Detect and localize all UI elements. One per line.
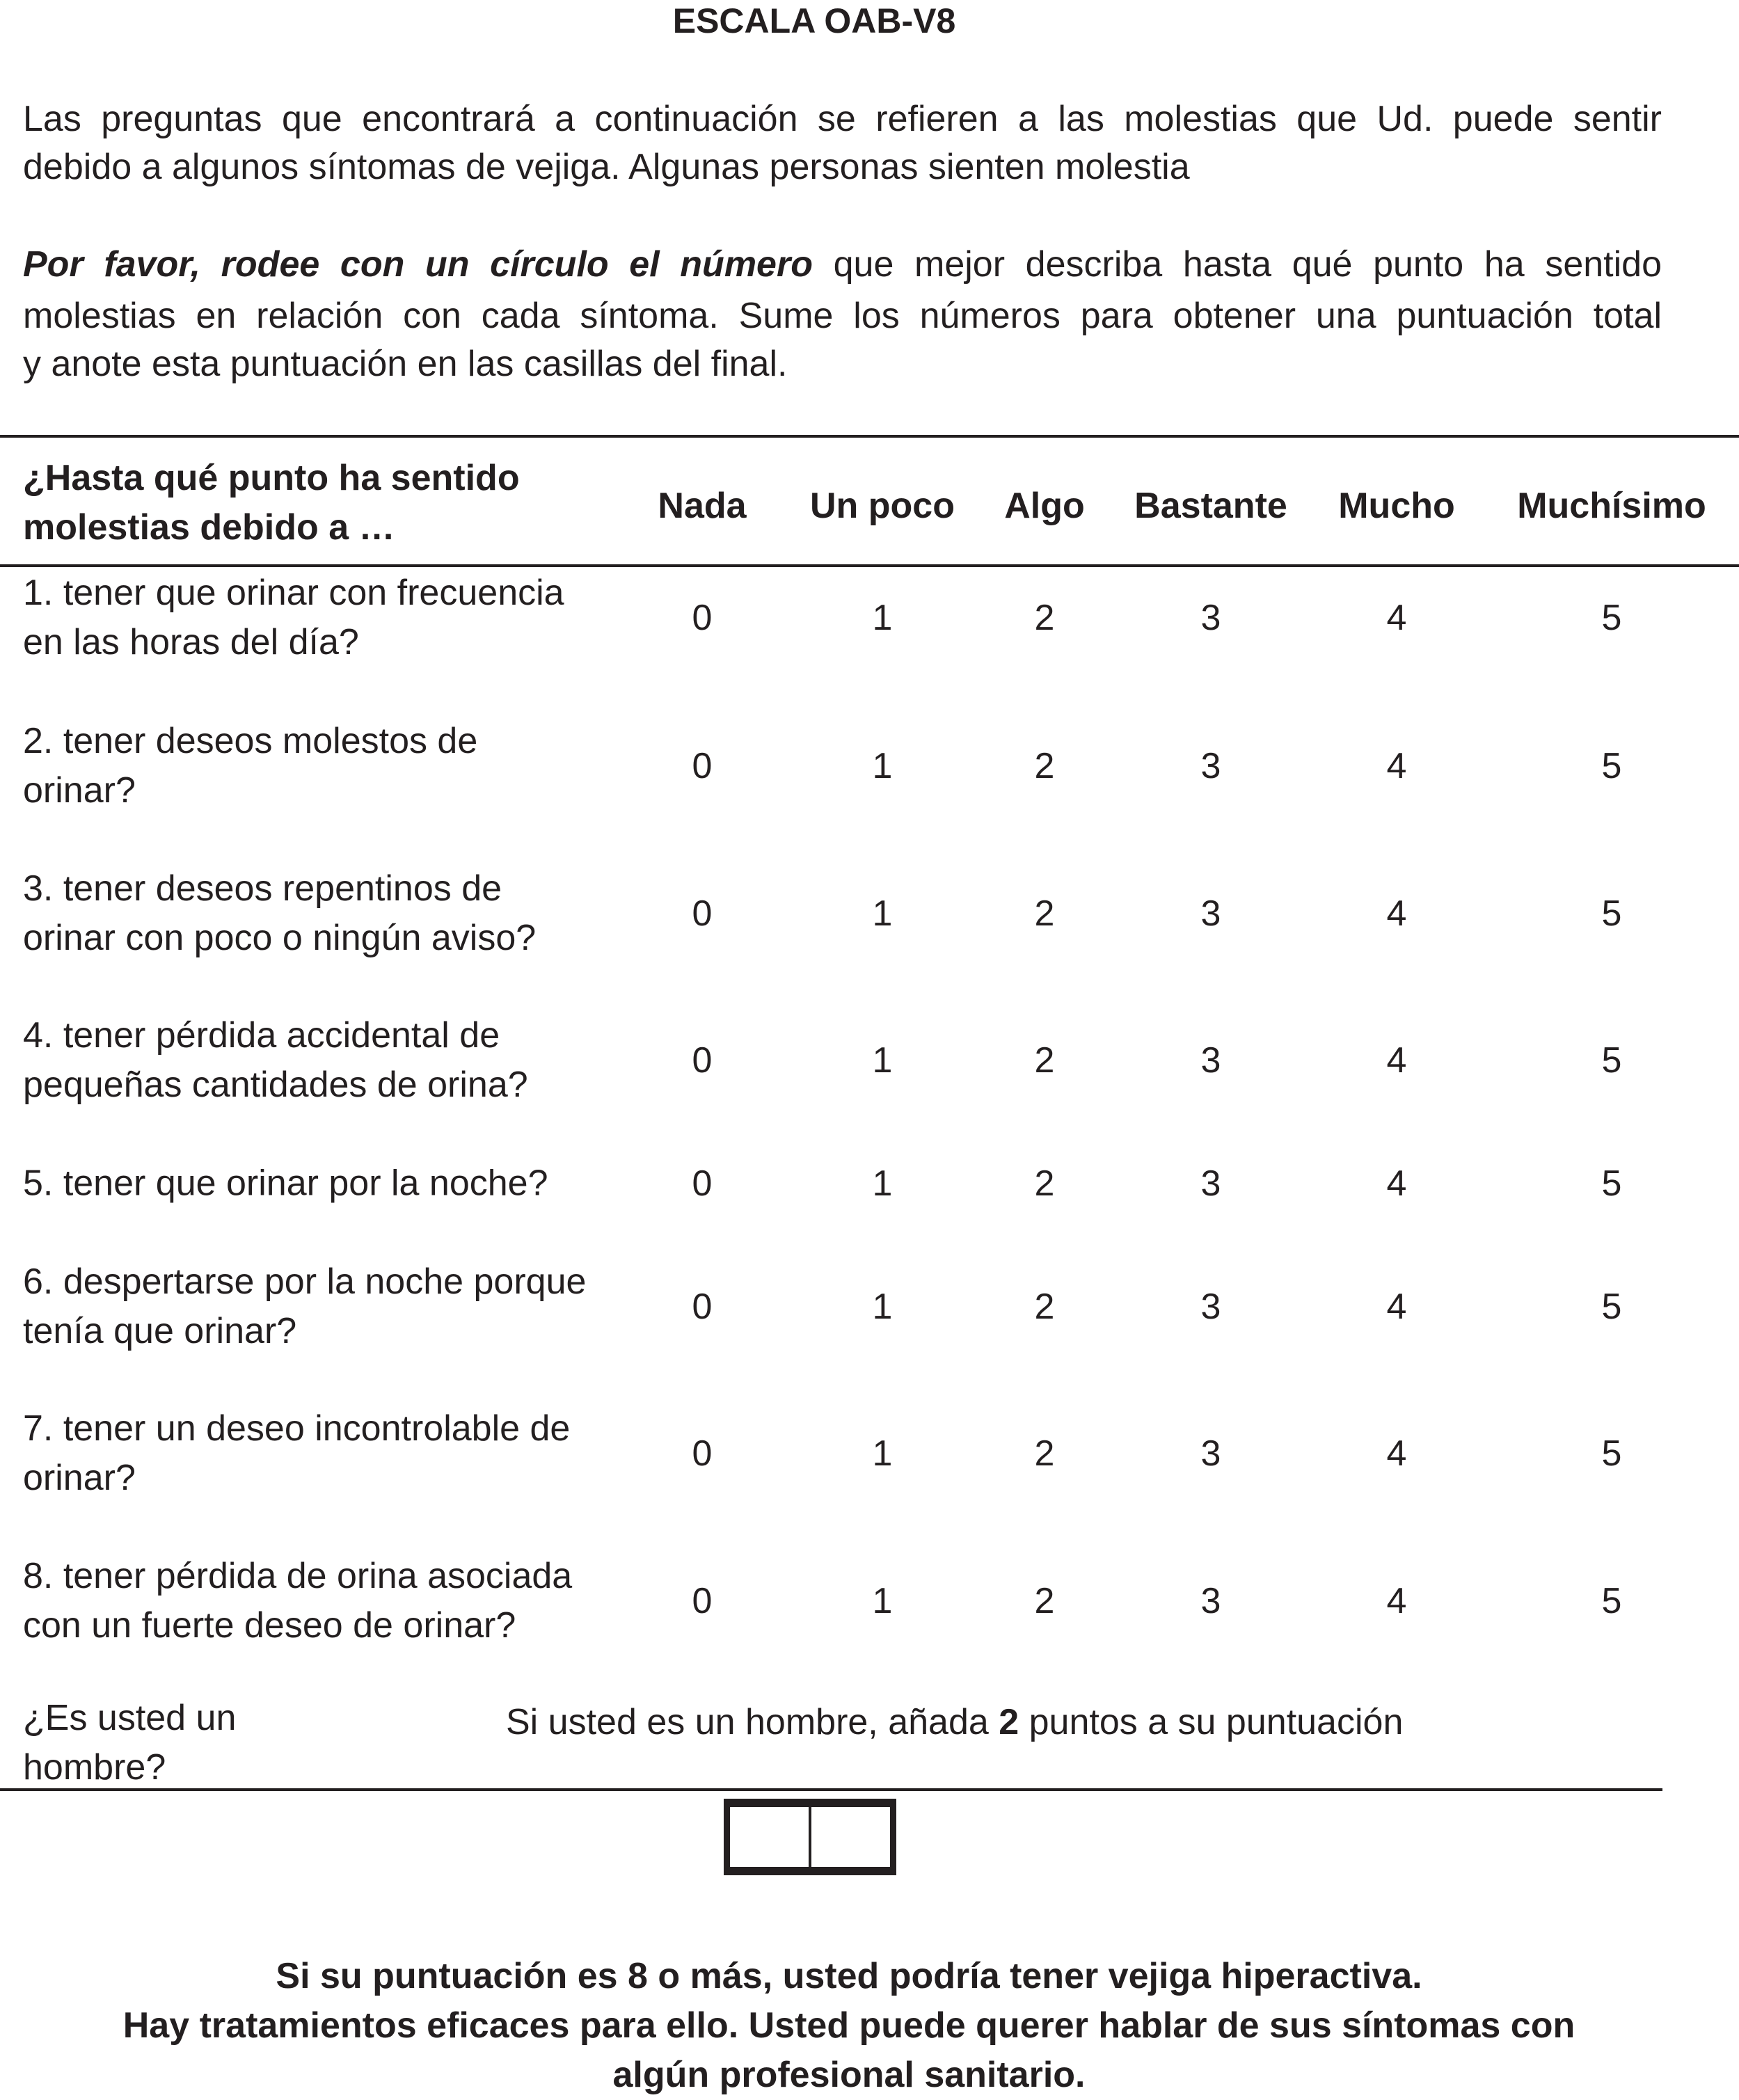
question-line: 1. tener que orinar con frecuencia	[23, 573, 564, 613]
male-question-line-1: ¿Es usted un	[23, 1698, 237, 1738]
score-option[interactable]: 3	[1200, 598, 1221, 638]
column-header: Un poco	[810, 486, 955, 526]
score-option[interactable]: 1	[872, 893, 893, 934]
score-option[interactable]: 2	[1034, 1287, 1055, 1327]
score-option[interactable]: 4	[1386, 1433, 1407, 1474]
result-message	[0, 1952, 1698, 2100]
score-option[interactable]: 5	[1601, 1433, 1622, 1474]
male-question	[23, 1694, 236, 1792]
score-option[interactable]: 1	[872, 746, 893, 786]
score-option[interactable]: 1	[872, 598, 893, 638]
score-option[interactable]: 0	[692, 598, 713, 638]
score-option[interactable]: 5	[1601, 1163, 1622, 1204]
result-line-2: Hay tratamientos eficaces para ello. Usted puede querer hablar de sus síntomas con	[122, 2005, 1575, 2046]
score-option[interactable]: 3	[1200, 1287, 1221, 1327]
column-header: Algo	[1004, 486, 1085, 526]
score-option[interactable]: 3	[1200, 1163, 1221, 1204]
question-text	[23, 1011, 528, 1110]
score-option[interactable]: 2	[1034, 598, 1055, 638]
male-instruction-points: 2	[999, 1702, 1019, 1742]
score-option[interactable]: 4	[1386, 1163, 1407, 1204]
question-text	[23, 1404, 570, 1503]
instructions-line-1-rest: que mejor describa hasta qué punto ha sentido	[812, 244, 1662, 285]
score-option[interactable]: 4	[1386, 598, 1407, 638]
score-option[interactable]: 1	[872, 1433, 893, 1474]
score-option[interactable]: 3	[1200, 1433, 1221, 1474]
score-option[interactable]: 0	[692, 1433, 713, 1474]
total-score-boxes[interactable]	[724, 1799, 896, 1875]
result-line-1: Si su puntuación es 8 o más, usted podría tener vejiga hiperactiva.	[276, 1956, 1422, 1996]
question-text	[23, 717, 477, 816]
question-text	[23, 1257, 586, 1356]
score-option[interactable]: 2	[1034, 1163, 1055, 1204]
result-line-3: algún profesional sanitario.	[612, 2055, 1086, 2095]
score-option[interactable]: 1	[872, 1163, 893, 1204]
question-line: 2. tener deseos molestos de	[23, 721, 478, 761]
score-option[interactable]: 2	[1034, 1581, 1055, 1621]
table-header-rule	[0, 564, 1739, 567]
question-text	[23, 568, 564, 667]
score-option[interactable]: 5	[1601, 1040, 1622, 1081]
column-header: Mucho	[1338, 486, 1455, 526]
intro-line-2: debido a algunos síntomas de vejiga. Algunas personas sienten molestia	[23, 147, 1190, 187]
score-option[interactable]: 0	[692, 1163, 713, 1204]
question-text	[23, 1552, 572, 1650]
score-option[interactable]: 5	[1601, 1287, 1622, 1327]
page-title: ESCALA OAB-V8	[672, 1, 956, 40]
male-instruction-pre: Si usted es un hombre, añada	[506, 1702, 999, 1742]
score-option[interactable]: 1	[872, 1581, 893, 1621]
score-option[interactable]: 4	[1386, 893, 1407, 934]
score-option[interactable]: 0	[692, 893, 713, 934]
question-text	[23, 1159, 548, 1209]
male-question-line-2: hombre?	[23, 1747, 166, 1788]
score-box-divider	[809, 1807, 811, 1867]
male-instruction	[506, 1704, 1403, 1740]
score-option[interactable]: 0	[692, 1287, 713, 1327]
score-option[interactable]: 5	[1601, 746, 1622, 786]
instructions-line-3: y anote esta puntuación en las casillas del final.	[23, 344, 788, 384]
column-header: Bastante	[1134, 486, 1287, 526]
score-option[interactable]: 3	[1200, 893, 1221, 934]
score-option[interactable]: 5	[1601, 1581, 1622, 1621]
instructions-line-1	[23, 246, 1662, 283]
instructions-line-2: molestias en relación con cada síntoma. Sume los números para obtener una puntuación total	[23, 296, 1662, 336]
score-option[interactable]: 5	[1601, 893, 1622, 934]
question-line: pequeñas cantidades de orina?	[23, 1065, 528, 1105]
score-option[interactable]: 3	[1200, 746, 1221, 786]
intro-line-1: Las preguntas que encontrará a continuación se refieren a las molestias que Ud. puede sentir	[23, 99, 1662, 139]
question-line: con un fuerte deseo de orinar?	[23, 1605, 516, 1646]
score-option[interactable]: 0	[692, 1040, 713, 1081]
question-text	[23, 864, 536, 963]
question-line: 8. tener pérdida de orina asociada	[23, 1556, 573, 1596]
question-line: en las horas del día?	[23, 622, 359, 662]
question-line: 4. tener pérdida accidental de	[23, 1015, 500, 1056]
score-option[interactable]: 2	[1034, 1433, 1055, 1474]
question-line: orinar?	[23, 1458, 136, 1498]
question-line: 5. tener que orinar por la noche?	[23, 1163, 548, 1204]
male-instruction-post: puntos a su puntuación	[1019, 1702, 1404, 1742]
question-header	[23, 454, 520, 552]
score-option[interactable]: 5	[1601, 598, 1622, 638]
score-option[interactable]: 2	[1034, 893, 1055, 934]
score-option[interactable]: 3	[1200, 1581, 1221, 1621]
table-top-rule	[0, 435, 1739, 438]
score-option[interactable]: 2	[1034, 746, 1055, 786]
score-option[interactable]: 4	[1386, 746, 1407, 786]
score-option[interactable]: 4	[1386, 1581, 1407, 1621]
score-option[interactable]: 0	[692, 1581, 713, 1621]
score-option[interactable]: 1	[872, 1287, 893, 1327]
instructions-emphasis: Por favor, rodee con un círculo el número	[23, 244, 813, 285]
score-option[interactable]: 3	[1200, 1040, 1221, 1081]
question-line: 7. tener un deseo incontrolable de	[23, 1408, 571, 1449]
question-line: 3. tener deseos repentinos de	[23, 868, 502, 909]
column-header: Muchísimo	[1517, 486, 1706, 526]
score-option[interactable]: 2	[1034, 1040, 1055, 1081]
question-line: orinar?	[23, 770, 136, 811]
question-line: tenía que orinar?	[23, 1311, 297, 1351]
question-line: 6. despertarse por la noche porque	[23, 1262, 587, 1302]
score-option[interactable]: 4	[1386, 1287, 1407, 1327]
score-option[interactable]: 1	[872, 1040, 893, 1081]
score-option[interactable]: 0	[692, 746, 713, 786]
score-option[interactable]: 4	[1386, 1040, 1407, 1081]
table-bottom-rule	[0, 1788, 1662, 1791]
question-header-line-2: molestias debido a …	[23, 507, 395, 548]
question-line: orinar con poco o ningún aviso?	[23, 918, 537, 958]
column-header: Nada	[658, 486, 747, 526]
question-header-line-1: ¿Hasta qué punto ha sentido	[23, 458, 520, 498]
